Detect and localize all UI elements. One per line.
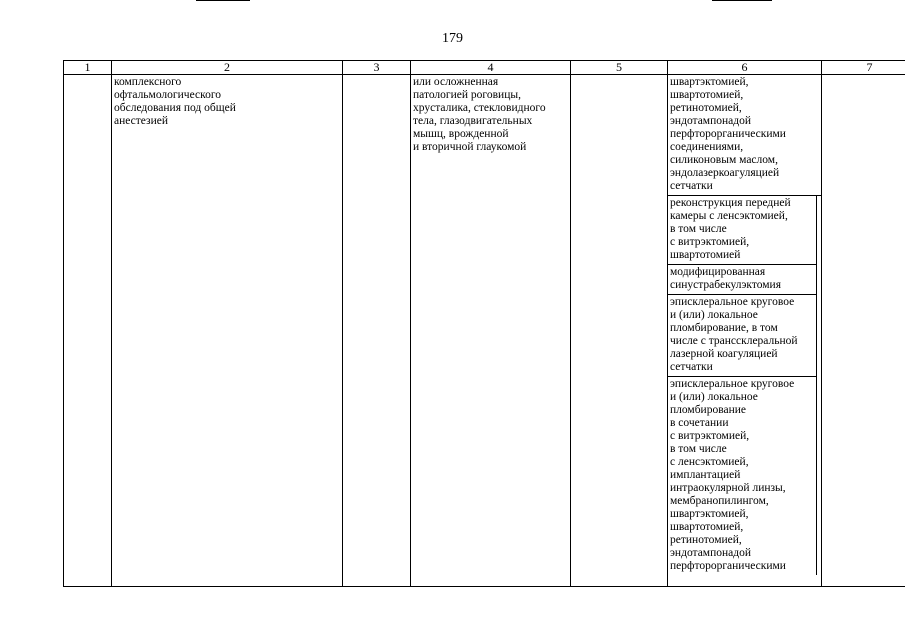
page-number: 179: [442, 31, 463, 46]
document-table: [63, 60, 905, 587]
method-item: швартэктомией, швартотомией, ретинотомией, эндотампонадой перфторорганическими соединениями, силиконовым маслом, эндолазеркоагуляцией сетчатки: [668, 75, 821, 196]
cell-col-2-text: комплексного офтальмологического обследования под общей анестезией: [114, 76, 236, 127]
cell-col-3: [343, 75, 411, 587]
cell-col-2: [112, 75, 343, 587]
cell-col-7: [822, 75, 905, 587]
header-col-6: 6: [668, 61, 822, 75]
cell-col-1: [64, 75, 112, 587]
top-rule-right: [712, 0, 772, 1]
header-col-3: 3: [343, 61, 411, 75]
top-rule-left: [196, 0, 250, 1]
cell-col-4-text: или осложненная патологией роговицы, хрусталика, стекловидного тела, глазодвигательных мышц, врожденной и вторичной глаукомой: [413, 76, 546, 153]
cell-col-1-text: [64, 75, 111, 76]
cell-col-5-text: [571, 75, 667, 76]
header-col-1: 1: [64, 61, 112, 75]
header-col-2: 2: [112, 61, 343, 75]
header-col-5: 5: [571, 61, 668, 75]
method-item: эписклеральное круговое и (или) локальное пломбирование в сочетании с витрэктомией, в том числе с ленсэктомией, имплантацией интраокулярной линзы, мембранопилингом, швартэктомией, швартотомией, ретинотомией, эндотампонадой перфторорганическими: [668, 377, 817, 575]
cell-col-3-text: [343, 75, 410, 76]
table-row: [64, 75, 905, 587]
cell-col-6: [668, 75, 822, 587]
method-item: модифицированная синустрабекулэктомия: [668, 265, 817, 295]
header-col-7: 7: [822, 61, 905, 75]
header-col-4: 4: [411, 61, 571, 75]
cell-col-5: [571, 75, 668, 587]
cell-col-7-text: [822, 75, 905, 76]
method-item: эписклеральное круговое и (или) локальное пломбирование, в том числе с транссклеральной лазерной коагуляцией сетчатки: [668, 295, 817, 377]
cell-col-4: [411, 75, 571, 587]
method-item: реконструкция передней камеры с ленсэктомией, в том числе с витрэктомией, швартотомией: [668, 196, 817, 265]
header-row: [64, 61, 905, 75]
